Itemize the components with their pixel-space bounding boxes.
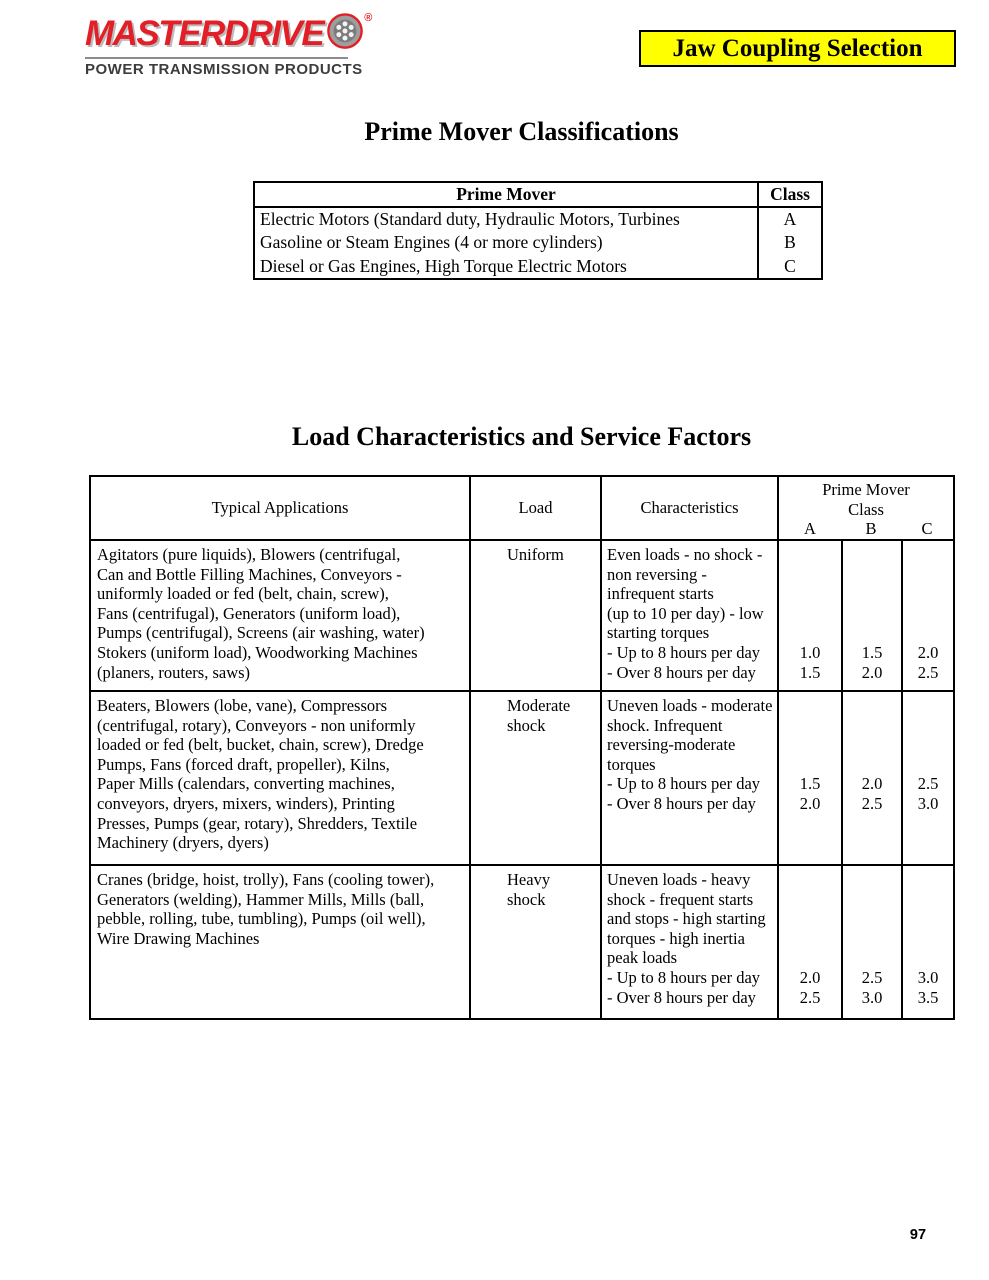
factor-values: 2.0 2.5 [861, 774, 883, 813]
factor-values: 1.0 1.5 [799, 643, 821, 682]
characteristics-text: Uneven loads - heavy shock - frequent starts and stops - high starting torques - high inertia peak loads - Up to 8 hours per day - Over 8 hours per day [600, 866, 777, 1018]
typical-applications-column-header: Typical Applications [211, 498, 349, 517]
factor-values: 2.0 2.5 [799, 968, 821, 1007]
load-text: Heavy shock [469, 866, 600, 1018]
group-header-line1: Prime Mover [822, 480, 910, 499]
characteristics-text: Uneven loads - moderate shock. Infrequent reversing-moderate torques - Up to 8 hours per day - Over 8 hours per day [600, 692, 777, 864]
load-text: Uniform [469, 541, 600, 690]
load-text: Moderate shock [469, 692, 600, 864]
factor-values: 2.5 3.0 [861, 968, 883, 1007]
service-factor-cell-c [901, 541, 953, 690]
table-row [91, 866, 953, 1018]
table-row [255, 231, 821, 255]
prime-mover-table [253, 181, 823, 280]
load-column-header: Load [469, 477, 600, 539]
factor-values: 1.5 2.0 [799, 774, 821, 813]
logo-divider-rule [85, 57, 348, 59]
prime-mover-classifications-title: Prime Mover Classifications [364, 117, 679, 146]
coupling-flange-icon [326, 12, 364, 55]
applications-text: Agitators (pure liquids), Blowers (centrifugal, Can and Bottle Filling Machines, Conveyors - uniformly loaded or fed (belt, chain, screw), Fans (centrifugal), Generators (uniform load), Pumps (centrifugal), Screens (air washing, water) Stokers (uniform load), Woodworking Machines (planers, routers, saws) [97, 545, 425, 682]
prime-mover-cell: Electric Motors (Standard duty, Hydraulic Motors, Turbines [260, 208, 680, 229]
prime-mover-cell: Diesel or Gas Engines, High Torque Electric Motors [260, 255, 627, 276]
factor-values: 2.0 2.5 [917, 643, 939, 682]
table-row [255, 208, 821, 232]
logo-brand-row [85, 12, 372, 54]
characteristics-text: Even loads - no shock - non reversing - infrequent starts (up to 10 per day) - low starting torques - Up to 8 hours per day - Over 8 hours per day [600, 541, 777, 690]
table-row [91, 541, 953, 692]
applications-text: Cranes (bridge, hoist, trolly), Fans (cooling tower), Generators (welding), Hammer Mills, Mills (ball, pebble, rolling, tube, tumbling), Pumps (oil well), Wire Drawing Machines [97, 870, 435, 948]
logo-tagline: POWER TRANSMISSION PRODUCTS [85, 61, 363, 78]
class-cell: A [757, 208, 821, 232]
banner-label: Jaw Coupling Selection [672, 35, 923, 62]
prime-mover-cell: Gasoline or Steam Engines (4 or more cylinders) [260, 232, 603, 252]
group-header-line2: Class [848, 499, 884, 519]
prime-mover-table-header [255, 183, 821, 208]
class-cell: C [757, 255, 821, 279]
prime-mover-column-header: Prime Mover [456, 184, 556, 204]
factor-values: 3.0 3.5 [917, 968, 939, 1007]
class-column-header: Class [757, 183, 821, 206]
service-factor-cell-c [901, 866, 953, 1018]
registered-trademark-symbol: ® [364, 12, 373, 24]
class-letters-row [779, 519, 953, 539]
class-cell: B [757, 231, 821, 255]
load-characteristics-title: Load Characteristics and Service Factors [291, 422, 752, 451]
class-c-header: C [921, 519, 933, 538]
masterdrive-logo [85, 12, 372, 78]
applications-text: Beaters, Blowers (lobe, vane), Compressors (centrifugal, rotary), Conveyors - non uniformly loaded or fed (belt, bucket, chain, screw), Dredge Pumps, Fans (forced draft, propeller), Kilns, Paper Mills (calendars, converting machines, conveyors, dryers, mixers, winders), Printing Presses, Pumps (gear, rotary), Shredders, Textile Machinery (dryers, dyers) [97, 696, 424, 853]
jaw-coupling-selection-banner [639, 30, 956, 67]
characteristics-column-header: Characteristics [600, 477, 777, 539]
service-factor-cell-b [841, 541, 901, 690]
service-factor-cell-b [841, 866, 901, 1018]
service-factor-cell-a [777, 692, 841, 864]
service-factor-table-header [91, 477, 953, 541]
service-factor-table [89, 475, 955, 1020]
prime-mover-class-group-header [777, 477, 953, 539]
brand-wordmark: MASTERDRIVE [85, 13, 324, 53]
service-factor-cell-a [777, 866, 841, 1018]
class-b-header: B [865, 519, 877, 538]
table-row [255, 255, 821, 279]
page-number: 97 [909, 1227, 927, 1243]
service-factor-cell-a [777, 541, 841, 690]
factor-values: 2.5 3.0 [917, 774, 939, 813]
service-factor-cell-b [841, 692, 901, 864]
class-a-header: A [804, 519, 816, 538]
service-factor-cell-c [901, 692, 953, 864]
prime-mover-table-body [255, 208, 821, 279]
table-row [91, 692, 953, 866]
factor-values: 1.5 2.0 [861, 643, 883, 682]
